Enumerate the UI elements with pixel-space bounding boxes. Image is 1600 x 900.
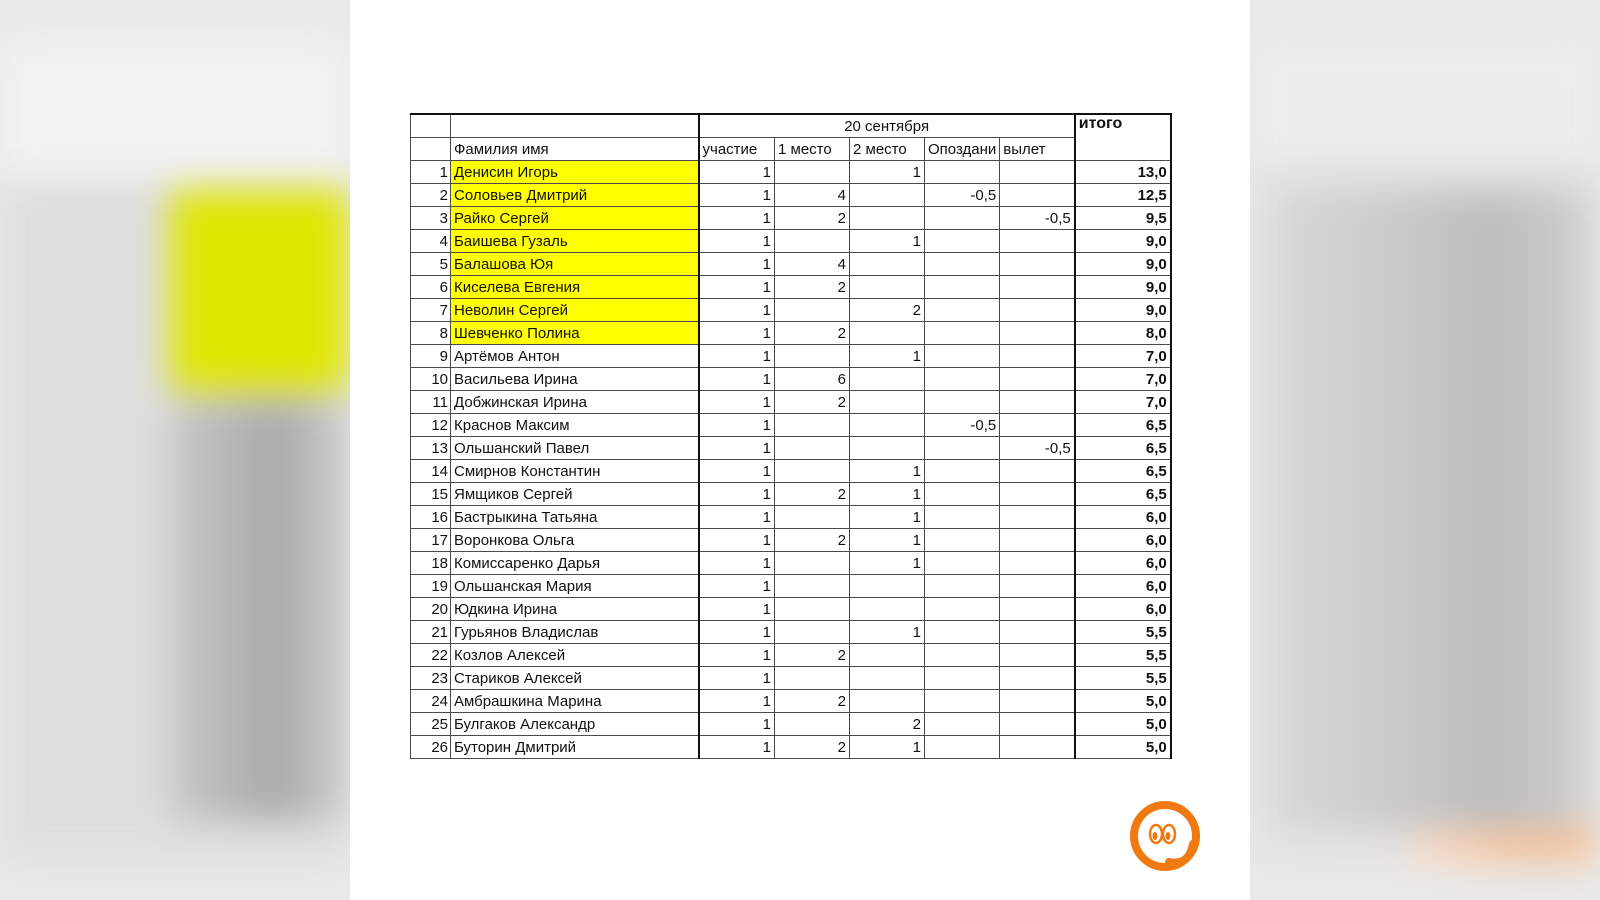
table-row [411, 207, 1171, 230]
table-row [411, 276, 1171, 299]
cell-lateness [925, 529, 1000, 552]
cell-second-place: 1 [850, 483, 925, 506]
table-row [411, 230, 1171, 253]
table-row [411, 529, 1171, 552]
row-number: 17 [411, 529, 451, 552]
row-number: 4 [411, 230, 451, 253]
row-number: 24 [411, 690, 451, 713]
cell-lateness [925, 322, 1000, 345]
cell-lateness [925, 713, 1000, 736]
cell-second-place: 1 [850, 161, 925, 184]
cell-second-place: 1 [850, 460, 925, 483]
total-score: 9,0 [1075, 230, 1171, 253]
cell-participation: 1 [699, 184, 775, 207]
cell-participation: 1 [699, 391, 775, 414]
row-number: 7 [411, 299, 451, 322]
cell-out [1000, 506, 1075, 529]
total-score: 5,5 [1075, 644, 1171, 667]
cell-lateness [925, 345, 1000, 368]
blurred-background-left [0, 0, 350, 900]
cell-participation: 1 [699, 161, 775, 184]
participant-name: Воронкова Ольга [451, 529, 699, 552]
cell-lateness [925, 437, 1000, 460]
participant-name: Артёмов Антон [451, 345, 699, 368]
cell-out [1000, 598, 1075, 621]
cell-first-place [775, 230, 850, 253]
header-row-1 [411, 114, 1171, 138]
cell-first-place: 4 [775, 184, 850, 207]
row-number: 6 [411, 276, 451, 299]
table-row [411, 644, 1171, 667]
participant-name: Гурьянов Владислав [451, 621, 699, 644]
spreadsheet-photo [350, 0, 1250, 900]
row-number: 25 [411, 713, 451, 736]
table-row [411, 506, 1171, 529]
column-header-out: вылет [1000, 138, 1075, 161]
total-score: 5,0 [1075, 713, 1171, 736]
cell-first-place: 2 [775, 529, 850, 552]
participant-name: Ольшанский Павел [451, 437, 699, 460]
cell-first-place: 2 [775, 276, 850, 299]
cell-out [1000, 253, 1075, 276]
table-row [411, 460, 1171, 483]
date-header: 20 сентября [699, 114, 1075, 138]
cell-participation: 1 [699, 322, 775, 345]
cell-first-place: 2 [775, 736, 850, 759]
row-number: 20 [411, 598, 451, 621]
cell-out [1000, 391, 1075, 414]
cell-first-place: 2 [775, 644, 850, 667]
cell-second-place: 1 [850, 736, 925, 759]
cell-participation: 1 [699, 299, 775, 322]
cell-out [1000, 529, 1075, 552]
cell-first-place [775, 161, 850, 184]
row-number: 12 [411, 414, 451, 437]
header-row-2 [411, 138, 1171, 161]
table-row [411, 598, 1171, 621]
cell-lateness [925, 253, 1000, 276]
participant-name: Неволин Сергей [451, 299, 699, 322]
cell-out [1000, 644, 1075, 667]
participant-name: Шевченко Полина [451, 322, 699, 345]
participant-name: Денисин Игорь [451, 161, 699, 184]
row-number: 2 [411, 184, 451, 207]
cell-second-place: 2 [850, 713, 925, 736]
row-number: 16 [411, 506, 451, 529]
cell-lateness [925, 161, 1000, 184]
row-number: 22 [411, 644, 451, 667]
cell-out [1000, 368, 1075, 391]
participant-name: Амбрашкина Марина [451, 690, 699, 713]
total-score: 7,0 [1075, 368, 1171, 391]
cell-lateness [925, 483, 1000, 506]
participant-name: Соловьев Дмитрий [451, 184, 699, 207]
cell-lateness [925, 575, 1000, 598]
cell-participation: 1 [699, 506, 775, 529]
total-score: 9,0 [1075, 276, 1171, 299]
participant-name: Краснов Максим [451, 414, 699, 437]
cell-out: -0,5 [1000, 437, 1075, 460]
cell-participation: 1 [699, 667, 775, 690]
cell-participation: 1 [699, 598, 775, 621]
cell-first-place: 2 [775, 322, 850, 345]
cell-lateness: -0,5 [925, 184, 1000, 207]
row-number: 23 [411, 667, 451, 690]
cell-out [1000, 184, 1075, 207]
cell-second-place [850, 437, 925, 460]
row-number: 14 [411, 460, 451, 483]
column-header-second-place: 2 место [850, 138, 925, 161]
total-score: 8,0 [1075, 322, 1171, 345]
cell-second-place [850, 667, 925, 690]
table-row [411, 414, 1171, 437]
cell-second-place [850, 322, 925, 345]
table-row [411, 552, 1171, 575]
total-score: 6,0 [1075, 575, 1171, 598]
cell-out [1000, 713, 1075, 736]
cell-lateness [925, 690, 1000, 713]
cell-lateness [925, 736, 1000, 759]
cell-first-place [775, 575, 850, 598]
table-row [411, 184, 1171, 207]
cell-out [1000, 299, 1075, 322]
cell-first-place [775, 552, 850, 575]
cell-first-place [775, 506, 850, 529]
name-column-header: Фамилия имя [451, 138, 699, 161]
total-score: 7,0 [1075, 345, 1171, 368]
cell-first-place [775, 713, 850, 736]
total-score: 5,0 [1075, 736, 1171, 759]
cell-participation: 1 [699, 207, 775, 230]
cell-first-place: 6 [775, 368, 850, 391]
cell-first-place [775, 437, 850, 460]
total-score: 6,0 [1075, 598, 1171, 621]
cell-out [1000, 230, 1075, 253]
cell-first-place [775, 598, 850, 621]
cell-participation: 1 [699, 529, 775, 552]
total-score: 12,5 [1075, 184, 1171, 207]
cell-lateness: -0,5 [925, 414, 1000, 437]
cell-out [1000, 690, 1075, 713]
participant-name: Киселева Евгения [451, 276, 699, 299]
participant-name: Бастрыкина Татьяна [451, 506, 699, 529]
smiley-eyes-logo-icon [1129, 800, 1201, 872]
participant-name: Стариков Алексей [451, 667, 699, 690]
cell-participation: 1 [699, 621, 775, 644]
total-header: итого [1075, 114, 1171, 161]
cell-second-place: 1 [850, 345, 925, 368]
cell-out [1000, 322, 1075, 345]
cell-participation: 1 [699, 460, 775, 483]
cell-first-place [775, 299, 850, 322]
cell-second-place: 1 [850, 230, 925, 253]
row-number: 18 [411, 552, 451, 575]
column-header-first-place: 1 место [775, 138, 850, 161]
participant-name: Ямщиков Сергей [451, 483, 699, 506]
cell-second-place: 1 [850, 621, 925, 644]
table-row [411, 161, 1171, 184]
participant-name: Смирнов Константин [451, 460, 699, 483]
row-number: 5 [411, 253, 451, 276]
row-number: 15 [411, 483, 451, 506]
table-row [411, 391, 1171, 414]
cell-lateness [925, 667, 1000, 690]
participant-name: Баишева Гузаль [451, 230, 699, 253]
cell-out [1000, 460, 1075, 483]
total-score: 6,5 [1075, 483, 1171, 506]
cell-out [1000, 345, 1075, 368]
cell-participation: 1 [699, 644, 775, 667]
row-number: 11 [411, 391, 451, 414]
cell-second-place [850, 575, 925, 598]
cell-participation: 1 [699, 713, 775, 736]
total-score: 6,5 [1075, 460, 1171, 483]
total-score: 9,0 [1075, 299, 1171, 322]
table-row [411, 713, 1171, 736]
participant-name: Добжинская Ирина [451, 391, 699, 414]
participant-name: Булгаков Александр [451, 713, 699, 736]
cell-out [1000, 575, 1075, 598]
table-row [411, 322, 1171, 345]
row-number: 10 [411, 368, 451, 391]
total-score: 6,0 [1075, 506, 1171, 529]
cell-first-place [775, 460, 850, 483]
table-row [411, 575, 1171, 598]
blurred-background-right [1250, 0, 1600, 900]
cell-out [1000, 276, 1075, 299]
cell-participation: 1 [699, 414, 775, 437]
total-score: 6,0 [1075, 529, 1171, 552]
total-score: 6,0 [1075, 552, 1171, 575]
cell-participation: 1 [699, 736, 775, 759]
table-row [411, 345, 1171, 368]
total-score: 5,5 [1075, 621, 1171, 644]
cell-lateness [925, 460, 1000, 483]
cell-lateness [925, 644, 1000, 667]
cell-lateness [925, 276, 1000, 299]
total-score: 6,5 [1075, 437, 1171, 460]
cell-participation: 1 [699, 483, 775, 506]
row-number: 8 [411, 322, 451, 345]
cell-second-place [850, 253, 925, 276]
table-row [411, 299, 1171, 322]
participant-name: Балашова Юя [451, 253, 699, 276]
row-number: 13 [411, 437, 451, 460]
participant-name: Васильева Ирина [451, 368, 699, 391]
total-score: 7,0 [1075, 391, 1171, 414]
cell-out [1000, 483, 1075, 506]
cell-out [1000, 161, 1075, 184]
row-number: 19 [411, 575, 451, 598]
table-row [411, 736, 1171, 759]
cell-participation: 1 [699, 253, 775, 276]
cell-participation: 1 [699, 345, 775, 368]
row-number: 9 [411, 345, 451, 368]
cell-out [1000, 414, 1075, 437]
table-row [411, 667, 1171, 690]
cell-lateness [925, 368, 1000, 391]
cell-second-place [850, 391, 925, 414]
cell-second-place [850, 414, 925, 437]
table-row [411, 690, 1171, 713]
cell-first-place: 2 [775, 391, 850, 414]
total-score: 5,0 [1075, 690, 1171, 713]
total-score: 6,5 [1075, 414, 1171, 437]
participant-name: Буторин Дмитрий [451, 736, 699, 759]
cell-participation: 1 [699, 276, 775, 299]
participant-name: Козлов Алексей [451, 644, 699, 667]
row-number: 1 [411, 161, 451, 184]
total-score: 9,0 [1075, 253, 1171, 276]
cell-participation: 1 [699, 552, 775, 575]
column-header-participation: участие [699, 138, 775, 161]
cell-second-place [850, 644, 925, 667]
cell-lateness [925, 391, 1000, 414]
cell-participation: 1 [699, 437, 775, 460]
cell-first-place [775, 667, 850, 690]
cell-second-place [850, 184, 925, 207]
cell-second-place: 1 [850, 529, 925, 552]
cell-second-place [850, 207, 925, 230]
total-score: 9,5 [1075, 207, 1171, 230]
cell-second-place [850, 368, 925, 391]
cell-second-place [850, 690, 925, 713]
cell-first-place [775, 414, 850, 437]
participant-name: Комиссаренко Дарья [451, 552, 699, 575]
cell-lateness [925, 621, 1000, 644]
cell-lateness [925, 230, 1000, 253]
row-number: 21 [411, 621, 451, 644]
cell-out: -0,5 [1000, 207, 1075, 230]
results-table [410, 113, 1172, 759]
cell-second-place: 1 [850, 506, 925, 529]
table-row [411, 253, 1171, 276]
participant-name: Юдкина Ирина [451, 598, 699, 621]
cell-participation: 1 [699, 575, 775, 598]
cell-lateness [925, 207, 1000, 230]
cell-first-place [775, 621, 850, 644]
cell-lateness [925, 299, 1000, 322]
cell-lateness [925, 598, 1000, 621]
cell-out [1000, 552, 1075, 575]
column-header-lateness: Опоздани [925, 138, 1000, 161]
cell-out [1000, 736, 1075, 759]
cell-out [1000, 621, 1075, 644]
cell-lateness [925, 506, 1000, 529]
cell-second-place: 1 [850, 552, 925, 575]
total-score: 5,5 [1075, 667, 1171, 690]
cell-first-place: 2 [775, 483, 850, 506]
cell-first-place [775, 345, 850, 368]
cell-participation: 1 [699, 690, 775, 713]
row-number: 3 [411, 207, 451, 230]
cell-first-place: 2 [775, 690, 850, 713]
table-row [411, 621, 1171, 644]
cell-first-place: 2 [775, 207, 850, 230]
cell-out [1000, 667, 1075, 690]
table-row [411, 437, 1171, 460]
cell-participation: 1 [699, 368, 775, 391]
table-row [411, 368, 1171, 391]
cell-participation: 1 [699, 230, 775, 253]
cell-second-place [850, 598, 925, 621]
participant-name: Райко Сергей [451, 207, 699, 230]
cell-second-place: 2 [850, 299, 925, 322]
row-number: 26 [411, 736, 451, 759]
cell-second-place [850, 276, 925, 299]
cell-lateness [925, 552, 1000, 575]
table-row [411, 483, 1171, 506]
spreadsheet [410, 113, 1172, 793]
participant-name: Ольшанская Мария [451, 575, 699, 598]
cell-first-place: 4 [775, 253, 850, 276]
total-score: 13,0 [1075, 161, 1171, 184]
